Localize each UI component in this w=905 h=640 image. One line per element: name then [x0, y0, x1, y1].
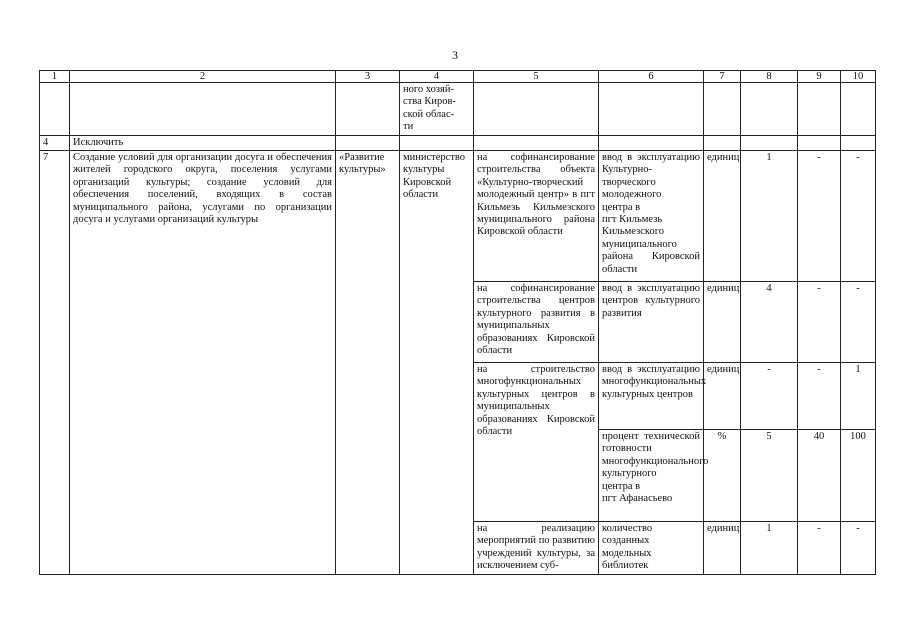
row-number: 4	[40, 135, 70, 150]
col-header: 5	[474, 71, 599, 83]
unit: единиц	[704, 522, 741, 575]
col-header: 8	[741, 71, 798, 83]
table-row	[40, 135, 876, 150]
unit: единиц	[704, 363, 741, 430]
purpose-text: на софинансирование строительства объекта «Культурно-творческий молодежный центр» в пгт Кильмезь Кильмезского муниципального района Кировской области	[474, 151, 599, 282]
unit: единиц	[704, 282, 741, 363]
indicator-text: ввод в эксплуатацию центров культурного развития	[599, 282, 704, 363]
value-col8: 4	[741, 282, 798, 363]
value-col10: 1	[841, 363, 876, 430]
col-header: 4	[400, 71, 474, 83]
value-col10: -	[841, 282, 876, 363]
unit: единиц	[704, 151, 741, 282]
value-col9: -	[798, 522, 841, 575]
goal-text: Создание условий для организации досуга и обеспечения жителей городского округа, поселения услугами организаций культуры; создание условий для обеспечения поселений, входящих в состав муниципального района, услугами по организации досуга и услугами организаций культуры	[70, 151, 336, 575]
ministry-name: министерство культуры Кировской области	[400, 151, 474, 575]
value-col8: -	[741, 363, 798, 430]
col-header: 2	[70, 71, 336, 83]
col-header: 3	[336, 71, 400, 83]
value-col9: 40	[798, 430, 841, 522]
value-col8: 5	[741, 430, 798, 522]
col-header: 9	[798, 71, 841, 83]
col-header: 1	[40, 71, 70, 83]
table-row	[40, 151, 876, 282]
page-number: 3	[452, 48, 458, 62]
ministry-continuation: ного хозяй- ства Киров- ской облас- ти	[400, 83, 474, 136]
header-row	[40, 71, 876, 83]
program-table	[39, 70, 876, 575]
indicator-text: процент технической готовности многофункционального культурного центра в пгт Афанасьево	[599, 430, 704, 522]
indicator-text: количество созданных модельных библиотек	[599, 522, 704, 575]
purpose-text: на строительство многофункциональных культурных центров в муниципальных образованиях Кировской области	[474, 363, 599, 522]
value-col9: -	[798, 282, 841, 363]
indicator-text: ввод в эксплуатацию многофункциональных культурных центров	[599, 363, 704, 430]
row-number: 7	[40, 151, 70, 575]
program-name: «Развитие культуры»	[336, 151, 400, 575]
col-header: 6	[599, 71, 704, 83]
value-col10: -	[841, 151, 876, 282]
indicator-text: ввод в эксплуатацию Культурно-творческого молодежного центра в пгт Кильмезь Кильмезского муниципального района Кировской области	[599, 151, 704, 282]
value-col9: -	[798, 363, 841, 430]
purpose-text: на софинансирование строительства центров культурного развития в муниципальных образованиях Кировской области	[474, 282, 599, 363]
value-col10: 100	[841, 430, 876, 522]
col-header: 7	[704, 71, 741, 83]
purpose-text: на реализацию мероприятий по развитию учреждений культуры, за исключением суб-	[474, 522, 599, 575]
value-col10: -	[841, 522, 876, 575]
value-col8: 1	[741, 151, 798, 282]
col-header: 10	[841, 71, 876, 83]
continuation-row	[40, 83, 876, 136]
excluded-text: Исключить	[70, 135, 336, 150]
value-col9: -	[798, 151, 841, 282]
unit: %	[704, 430, 741, 522]
value-col8: 1	[741, 522, 798, 575]
